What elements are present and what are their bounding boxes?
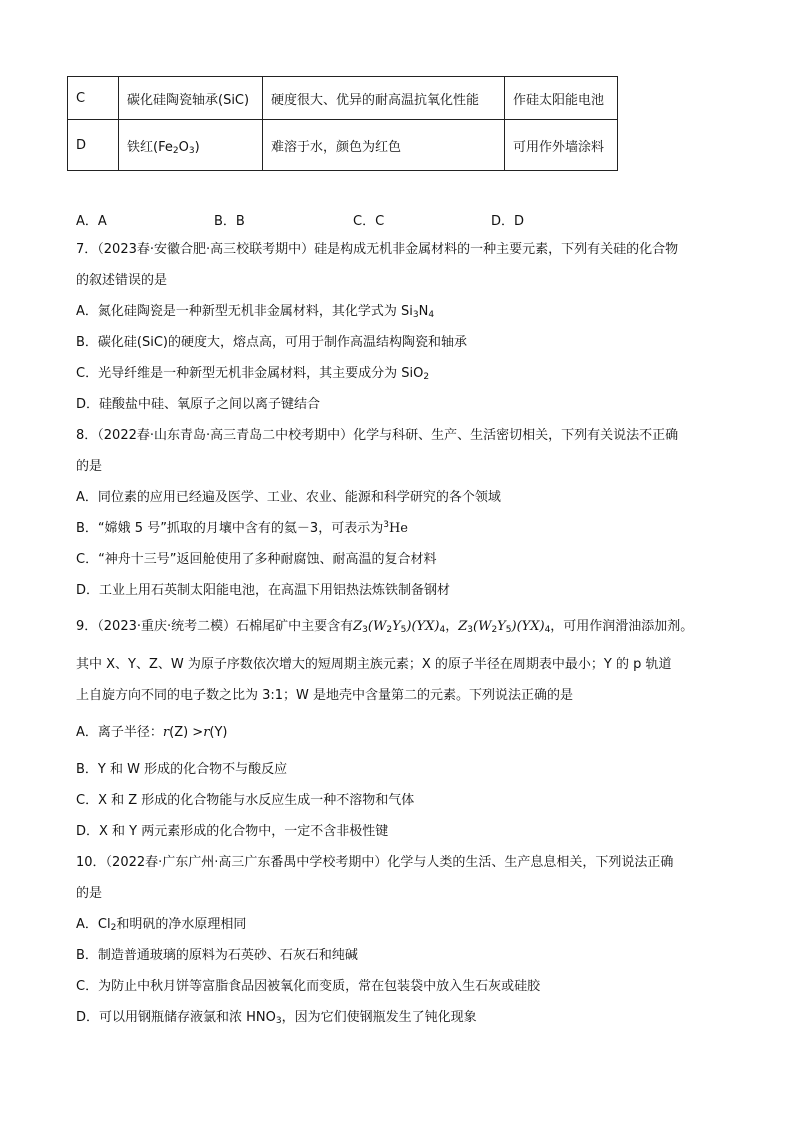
- subscript: 2: [491, 625, 498, 635]
- comparison-table: [67, 76, 618, 171]
- subscript: 3: [275, 1016, 282, 1026]
- formula-part: ): [406, 619, 412, 634]
- q7-option-c[interactable]: [76, 364, 429, 384]
- subscript: 3: [467, 625, 473, 635]
- q9-option-b[interactable]: B．Y 和 W 形成的化合物不与酸反应: [76, 762, 288, 777]
- formula-part: ): [511, 619, 517, 634]
- q9-option-a[interactable]: [76, 723, 228, 743]
- formula-part: (Y): [209, 725, 228, 740]
- subscript: 2: [423, 372, 430, 382]
- property-cell: 难溶于水，颜色为红色: [263, 120, 505, 171]
- q9-option-c[interactable]: C．X 和 Z 形成的化合物能与水反应生成一种不溶物和气体: [76, 793, 415, 808]
- superscript: 3: [383, 520, 389, 530]
- q10-stem-cont: 的是: [76, 886, 103, 901]
- formula-part: Y: [392, 619, 401, 634]
- table-row: [68, 77, 618, 120]
- stem-text: ，可用作润滑油添加剂。: [550, 619, 694, 634]
- subscript: 3: [362, 625, 368, 635]
- material-name: 铁红: [127, 139, 154, 155]
- subscript: 2: [172, 145, 179, 156]
- formula-part: (W: [473, 619, 492, 634]
- q8-stem: 8．（2022春·山东青岛·高三青岛二中校考期中）化学与科研、生产、生活密切相关，下列有关说法不正确: [76, 428, 679, 443]
- option-text: N: [418, 304, 429, 319]
- row-label: C: [68, 77, 119, 120]
- subscript: 5: [505, 625, 512, 635]
- option-text: A．氮化硅陶瓷是一种新型无机非金属材料，其化学式为 Si: [76, 304, 413, 319]
- formula-part: r: [162, 725, 170, 740]
- subscript: 4: [428, 310, 435, 320]
- formula-part: Z: [458, 619, 468, 634]
- formula-part: ): [194, 139, 200, 155]
- q9-stem-line2: 其中 X、Y、Z、W 为原子序数依次增大的短周期主族元素；X 的原子半径在周期表中最小；Y 的 p 轨道: [76, 657, 672, 672]
- q10-option-d[interactable]: [76, 1008, 477, 1028]
- material-cell: 碳化硅陶瓷轴承(SiC): [119, 77, 263, 120]
- option-c[interactable]: C．C: [353, 214, 385, 229]
- subscript: 3: [188, 145, 195, 156]
- q8-option-d[interactable]: D．工业上用石英制太阳能电池，在高温下用铝热法炼铁制备钢材: [76, 583, 451, 598]
- q10-option-a[interactable]: [76, 915, 246, 935]
- option-text: D．可以用钢瓶储存液氯和浓 HNO: [76, 1010, 276, 1025]
- q9-option-d[interactable]: D．X 和 Y 两元素形成的化合物中，一定不含非极性键: [76, 824, 389, 839]
- option-text: C．光导纤维是一种新型无机非金属材料，其主要成分为 SiO: [76, 366, 424, 381]
- q10-stem: 10．（2022春·广东广州·高三广东番禺中学校考期中）化学与人类的生活、生产息息相关，下列说法正确: [76, 855, 674, 870]
- option-text: ，因为它们使钢瓶发生了钝化现象: [281, 1010, 477, 1025]
- stem-text: ，: [445, 619, 459, 634]
- q8-option-b[interactable]: [76, 519, 408, 539]
- option-text: B．“嫦娥 5 号”抓取的月壤中含有的氦－3，可表示为: [76, 521, 384, 536]
- q8-option-c[interactable]: C．“神舟十三号”返回舱使用了多种耐腐蚀、耐高温的复合材料: [76, 552, 437, 567]
- q7-option-a[interactable]: [76, 302, 434, 322]
- q7-option-d[interactable]: D．硅酸盐中硅、氧原子之间以离子键结合: [76, 397, 321, 412]
- q8-stem-cont: 的是: [76, 459, 103, 474]
- q7-stem: 7．（2023春·安徽合肥·高三校联考期中）硅是构成无机非金属材料的一种主要元素，下列有关硅的化合物: [76, 242, 679, 257]
- option-a[interactable]: A．A: [76, 214, 107, 229]
- table-row: [68, 120, 618, 171]
- formula-part: (YX): [516, 619, 545, 634]
- element-symbol: He: [388, 521, 408, 536]
- formula-part: (Fe: [153, 139, 173, 155]
- option-d[interactable]: D．D: [491, 214, 525, 229]
- q9-stem-line3: 上自旋方向不同的电子数之比为 3:1；W 是地壳中含量第二的元素。下列说法正确的是: [76, 688, 574, 703]
- q8-option-a[interactable]: A．同位素的应用已经遍及医学、工业、农业、能源和科学研究的各个领域: [76, 490, 501, 505]
- q9-stem: [76, 617, 693, 637]
- option-text: A．离子半径：: [76, 725, 163, 740]
- q7-stem-cont: 的叙述错误的是: [76, 273, 168, 288]
- subscript: 2: [386, 625, 393, 635]
- formula-part: Z: [353, 619, 363, 634]
- formula-part: O: [178, 139, 189, 155]
- row-label: D: [68, 120, 119, 171]
- q10-option-b[interactable]: B．制造普通玻璃的原料为石英砂、石灰石和纯碱: [76, 948, 358, 963]
- formula-part: Y: [497, 619, 506, 634]
- subscript: 5: [400, 625, 407, 635]
- use-cell: 可用作外墙涂料: [505, 120, 618, 171]
- subscript: 4: [544, 625, 551, 635]
- stem-text: 9．（2023·重庆·统考二模）石棉尾矿中主要含有: [76, 619, 354, 634]
- subscript: 4: [439, 625, 446, 635]
- q7-option-b[interactable]: B．碳化硅(SiC)的硬度大，熔点高，可用于制作高温结构陶瓷和轴承: [76, 335, 468, 350]
- formula-part: (W: [367, 619, 387, 634]
- formula-part: (Z) >: [169, 725, 204, 740]
- q6-options: [76, 210, 636, 230]
- q10-option-c[interactable]: C．为防止中秋月饼等富脂食品因被氧化而变质，常在包装袋中放入生石灰或硅胶: [76, 979, 541, 994]
- use-cell: 作硅太阳能电池: [505, 77, 618, 120]
- subscript: 2: [110, 923, 117, 933]
- formula-part: r: [203, 725, 210, 740]
- option-b[interactable]: B．B: [214, 214, 245, 229]
- material-cell: [119, 120, 263, 171]
- formula-part: (YX): [411, 619, 440, 634]
- option-text: 和明矾的净水原理相同: [116, 917, 247, 932]
- subscript: 3: [412, 310, 419, 320]
- property-cell: 硬度很大、优异的耐高温抗氧化性能: [263, 77, 505, 120]
- option-text: A．Cl: [76, 917, 111, 932]
